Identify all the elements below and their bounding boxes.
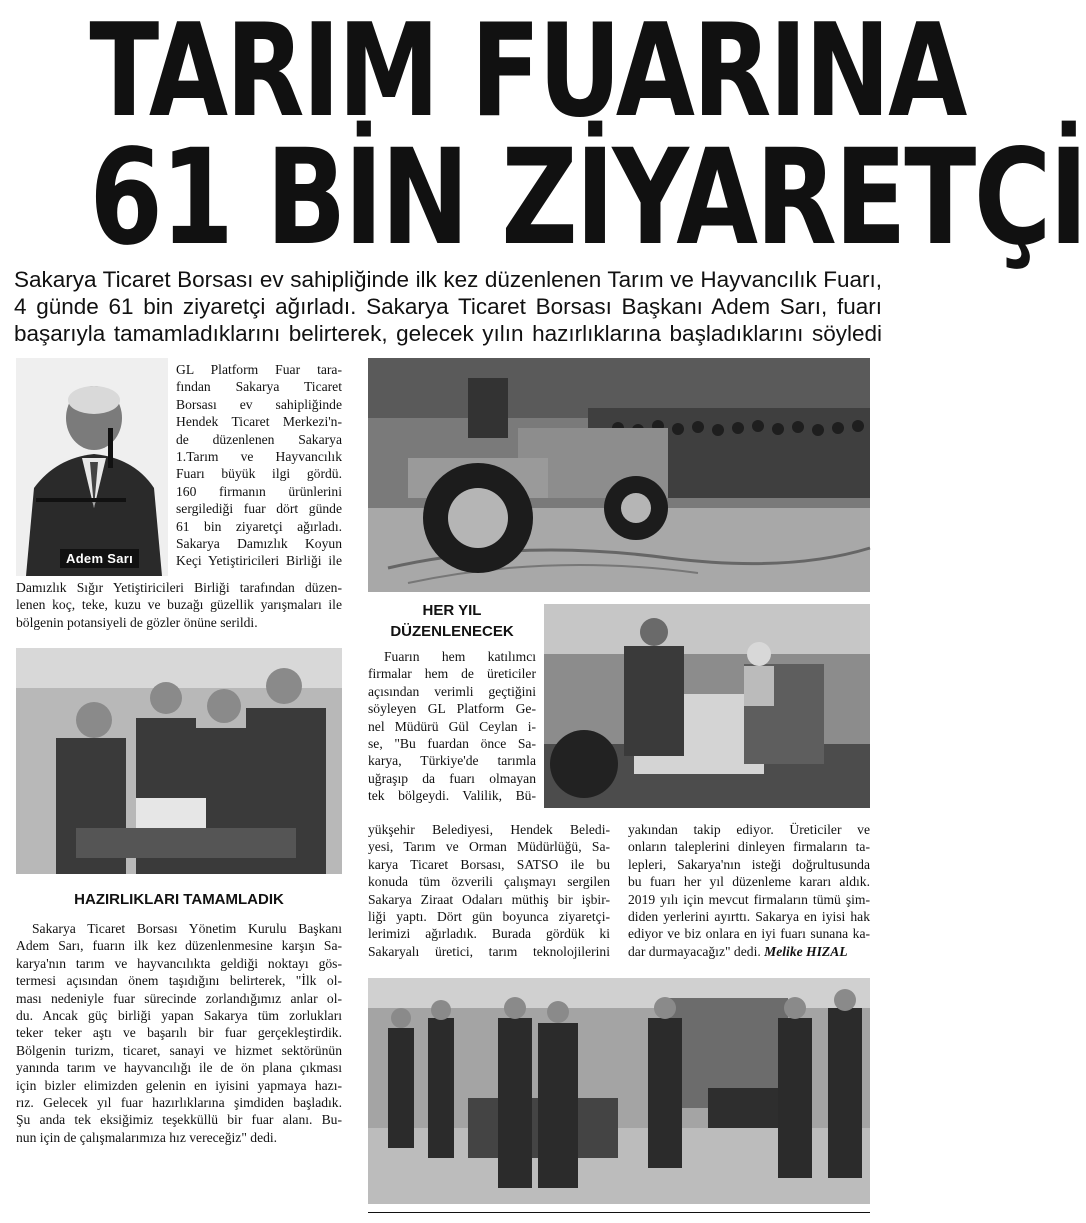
stand-photo — [16, 648, 342, 874]
machinery-image — [368, 978, 870, 1204]
section-title-her-yil — [368, 600, 536, 642]
bottom-rule — [368, 1212, 870, 1213]
headline-line-2: 61 BİN ZİYARETÇİ — [89, 121, 1086, 275]
text-line: 160 firmanın ürünlerini — [176, 483, 342, 499]
text-line: nel Müdürü Gül Ceylan i- — [368, 718, 536, 734]
text-line: Fuarı büyük ilgi gördü. — [176, 466, 342, 482]
text-line: konuda tüm özverili çalışmayı sergilen — [368, 874, 610, 890]
spot-line: 4 günde 61 bin ziyaretçi ağırladı. Sakarya Ticaret Borsası Başkanı Adem Sarı, fuarı — [14, 294, 882, 319]
text-line: fından Sakarya Ticaret — [176, 379, 342, 395]
text-line: Fuarın hem katılımcı — [384, 649, 536, 664]
text-line: diden yerlerini ayırttı. Sakarya en iyisi hak — [628, 909, 870, 925]
spot-line: Sakarya Ticaret Borsası ev sahipliğinde ilk kez düzenlenen Tarım ve Hayvancılık Fuarı, — [14, 267, 882, 292]
text-line: Keçi Yetiştiricileri Birliği ile — [176, 553, 342, 569]
text-line: liği yaptı. Dört gün boyunca ziyaretçi- — [368, 909, 610, 925]
text-line: rız. Gelecek yıl fuar hazırlıklarına şimdiden başladık. — [16, 1095, 342, 1111]
text-line: Sakarya Damızlık Koyun — [176, 536, 342, 552]
text-line: lepleri, Sakarya'nın isteği doğrultusunda — [628, 856, 870, 872]
intro-text-full — [16, 579, 342, 631]
text-line: karya'nın tarım ve hayvancılıkta geldiği noktayı gös- — [16, 955, 342, 971]
intro-text — [176, 361, 342, 570]
text-line: söyleyen GL Platform Ge- — [368, 701, 536, 717]
portrait-photo — [16, 358, 168, 576]
text-line: termesi açısından önem taşıdığını belirterek, "İlk ol- — [16, 973, 342, 989]
text-line: açısından verimli geçtiğini — [368, 683, 536, 699]
spot-text — [14, 266, 882, 347]
text-line: de düzenlenen Sakarya — [176, 431, 342, 447]
section2-wide-text — [368, 821, 610, 960]
headline-line-1: TARIM FUARINA — [89, 0, 965, 146]
section2-right-text — [628, 821, 870, 960]
text-line: Sakaryalı üretici, tarım teknolojilerini — [368, 943, 610, 959]
text-line — [628, 943, 870, 960]
section-title-line: DÜZENLENECEK — [390, 623, 514, 640]
closing-quote: dar durmayacağız" dedi. — [628, 943, 761, 959]
text-line: Sakarya Ticaret Borsası Yönetim Kurulu Başkanı — [32, 921, 342, 936]
text-line: se, "Bu fuardan önce Sa- — [368, 736, 536, 752]
text-line: nun için de çalışmalarımıza hız vereceğiz" dedi. — [16, 1129, 278, 1145]
text-line: onların taleplerini dinleyen firmaların ta- — [628, 839, 870, 855]
text-line: karya, Türkiye'de tarımla — [368, 753, 536, 769]
text-line: bu fuarı her yıl düzenleme kararı aldık. — [628, 874, 870, 890]
section1-text — [16, 920, 342, 1146]
text-line: Borsası ev sahipliğinde — [176, 396, 342, 412]
tractor-image — [368, 358, 870, 592]
text-line: tek bölgeydi. Valilik, Bü- — [368, 788, 536, 804]
text-line: teker teker aştı ve başarılı bir fuar gerçekleştirdik. — [16, 1025, 342, 1041]
portrait-image — [16, 358, 168, 576]
portrait-caption: Adem Sarı — [60, 549, 139, 568]
text-line: yakından takip ediyor. Üreticiler ve — [628, 822, 870, 837]
text-line: lenen koç, teke, kuzu ve buzağı güzellik yarışmaları ile — [16, 597, 342, 613]
section2-narrow-text — [368, 648, 536, 805]
text-line: lerimizi ağırladık. Burada gördük ki — [368, 926, 610, 942]
section-title-line: HER YIL — [422, 602, 482, 619]
section-title-hazirliklari: HAZIRLIKLARI TAMAMLADIK — [74, 891, 284, 908]
text-line: uğraşıp da fuarı olmayan — [368, 770, 536, 786]
tractor-photo — [368, 358, 870, 592]
text-line: 2019 yılı için mevcut firmaların tümü şim- — [628, 891, 870, 907]
text-line: yanında tarım ve hayvancılığı ile de ön plana çıkması — [16, 1060, 342, 1076]
text-line: Bölgenin turizm, ticaret, sanayi ve hizmet sektörünün — [16, 1042, 342, 1058]
text-line: Adem Sarı, fuarın ilk kez düzenlenmesine karşın Sa- — [16, 938, 342, 954]
text-line: yesi, Tarım ve Orman Müdürlüğü, Sa- — [368, 839, 610, 855]
text-line: Sakarya Ziraat Odaları müthiş bir işbir- — [368, 891, 610, 907]
text-line: firmalar hem de üreticiler — [368, 666, 536, 682]
text-line: bölgenin potansiyeli de gözler önüne serildi. — [16, 614, 258, 630]
text-line: du. Ancak güç birliği yapan Sakarya tüm zorlukları — [16, 1008, 342, 1024]
text-line: ediyor ve biz onlara en iyi fuarı sunana ka- — [628, 926, 870, 942]
child-tractor-photo — [544, 604, 870, 808]
text-line: sergilediği fuar dört günde — [176, 501, 342, 517]
child-tractor-image — [544, 604, 870, 808]
text-line: ması nedeniyle fuar sürecinde zorlandığımız anlar ol- — [16, 990, 342, 1006]
text-line: karya Ticaret Borsası, SATSO ile bu — [368, 856, 610, 872]
text-line: Damızlık Sığır Yetiştiricileri Birliği tarafından düzen- — [16, 580, 342, 595]
text-line: yükşehir Belediyesi, Hendek Beledi- — [368, 822, 610, 837]
text-line: 1.Tarım ve Hayvancılık — [176, 449, 342, 465]
text-line: GL Platform Fuar tara- — [176, 362, 342, 377]
text-line: Hendek Ticaret Merkezi'n- — [176, 414, 342, 430]
text-line: 61 bin ziyaretçi ağırladı. — [176, 518, 342, 534]
stand-image — [16, 648, 342, 874]
text-line: Şu anda tek eksiğimiz teşekküllü bir fuar alanı. Bu- — [16, 1112, 342, 1128]
text-line: için bizler elimizden gelenin en iyisini yapmaya hazı- — [16, 1077, 342, 1093]
spot-line: başarıyla tamamladıklarını belirterek, gelecek yılın hazırlıklarına başladıklarını söyledi — [14, 321, 882, 346]
machinery-photo — [368, 978, 870, 1204]
byline: Melike HIZAL — [764, 943, 848, 959]
